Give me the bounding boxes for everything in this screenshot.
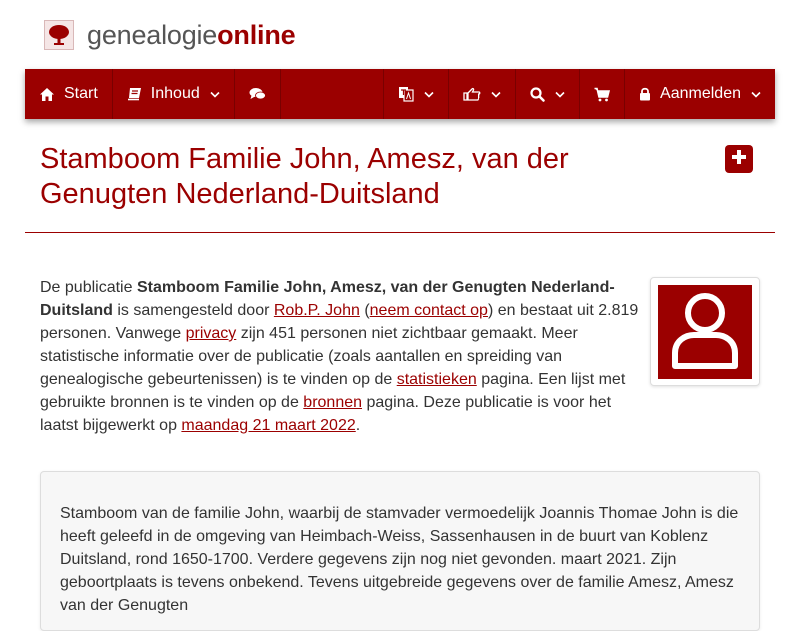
- nav-cart[interactable]: [580, 69, 625, 119]
- nav-actions-dropdown[interactable]: [449, 69, 516, 119]
- nav-search-dropdown[interactable]: [516, 69, 580, 119]
- home-icon: [39, 87, 55, 102]
- author-link[interactable]: Rob.P. John: [273, 302, 360, 319]
- comments-icon: [249, 87, 266, 101]
- title-divider: [25, 232, 775, 233]
- nav-inhoud-dropdown[interactable]: [113, 69, 235, 119]
- chevron-down-icon: [424, 91, 434, 98]
- tree-icon: [44, 20, 74, 50]
- main-navbar: [25, 69, 775, 119]
- avatar: [658, 285, 752, 379]
- intro-text: .: [355, 417, 361, 434]
- chevron-down-icon: [210, 91, 220, 98]
- nav-start[interactable]: [25, 69, 113, 119]
- privacy-link[interactable]: privacy: [185, 325, 237, 342]
- nav-inhoud-label: Inhoud: [150, 85, 200, 102]
- logo-text-genealogie: genealogie: [87, 20, 218, 50]
- user-icon: [670, 291, 740, 374]
- publication-description: Stamboom van de familie John, waarbij de stamvader vermoedelijk Joannis Thomae John is die heeft geleefd in de omgeving van Heimbach-Weiss, Sassenhausen in de buurt van Koblenz Duitsland, rond 1650-1700. Verdere gegevens zijn nog niet gevonden. maart 2021. Zijn geboortplaats is tevens onbekend. Tevens uitgebreide gegevens over de familie Amesz, Amesz van der Genugten: [60, 505, 739, 614]
- sources-link[interactable]: bronnen: [303, 394, 363, 411]
- intro-text: zijn 451 personen niet zichtbaar gemaakt. Meer statistische informatie over de publicatie (zoals aantallen en spreiding van genealogische gebeurtenissen) is te vinden op de: [40, 325, 578, 388]
- logo-text-online: online: [217, 20, 296, 50]
- plus-icon: [730, 148, 748, 171]
- nav-aanmelden-label: Aanmelden: [660, 85, 741, 102]
- intro-text: is samengesteld door: [112, 302, 274, 319]
- site-logo[interactable]: [44, 20, 295, 50]
- nav-language-dropdown[interactable]: [383, 69, 449, 119]
- chevron-down-icon: [751, 91, 761, 98]
- page-title: Stamboom Familie John, Amesz, van der Genugten Nederland-Duitsland: [40, 143, 569, 210]
- expand-button[interactable]: [725, 145, 753, 173]
- search-icon: [530, 87, 545, 102]
- language-icon: [398, 86, 414, 102]
- hand-pointer-icon: [463, 87, 481, 101]
- updated-date-link[interactable]: maandag 21 maart 2022: [181, 417, 356, 434]
- nav-aanmelden-dropdown[interactable]: [625, 69, 775, 119]
- contact-link[interactable]: neem contact op: [369, 302, 488, 319]
- statistics-link[interactable]: statistieken: [396, 371, 477, 388]
- nav-forum[interactable]: [235, 69, 281, 119]
- publication-description-box: [40, 471, 760, 631]
- chevron-down-icon: [555, 91, 565, 98]
- intro-text: ) en bestaat uit 2.819 personen. Vanwege: [40, 302, 639, 342]
- publication-intro: [40, 276, 645, 437]
- logo-text: [87, 20, 295, 50]
- nav-spacer: [281, 69, 383, 119]
- book-icon: [127, 87, 142, 101]
- nav-start-label: Start: [64, 85, 98, 102]
- chevron-down-icon: [491, 91, 501, 98]
- lock-icon: [639, 87, 651, 101]
- cart-icon: [594, 87, 610, 102]
- intro-text: (: [359, 302, 370, 319]
- intro-text: pagina. Deze publicatie is voor het laatst bijgewerkt op: [40, 394, 612, 434]
- intro-text: pagina. Een lijst met gebruikte bronnen is te vinden op de: [40, 371, 626, 411]
- author-avatar-card[interactable]: [650, 277, 760, 386]
- publication-name: Stamboom Familie John, Amesz, van der Genugten Nederland-Duitsland: [40, 279, 615, 319]
- intro-text: De publicatie: [40, 279, 137, 296]
